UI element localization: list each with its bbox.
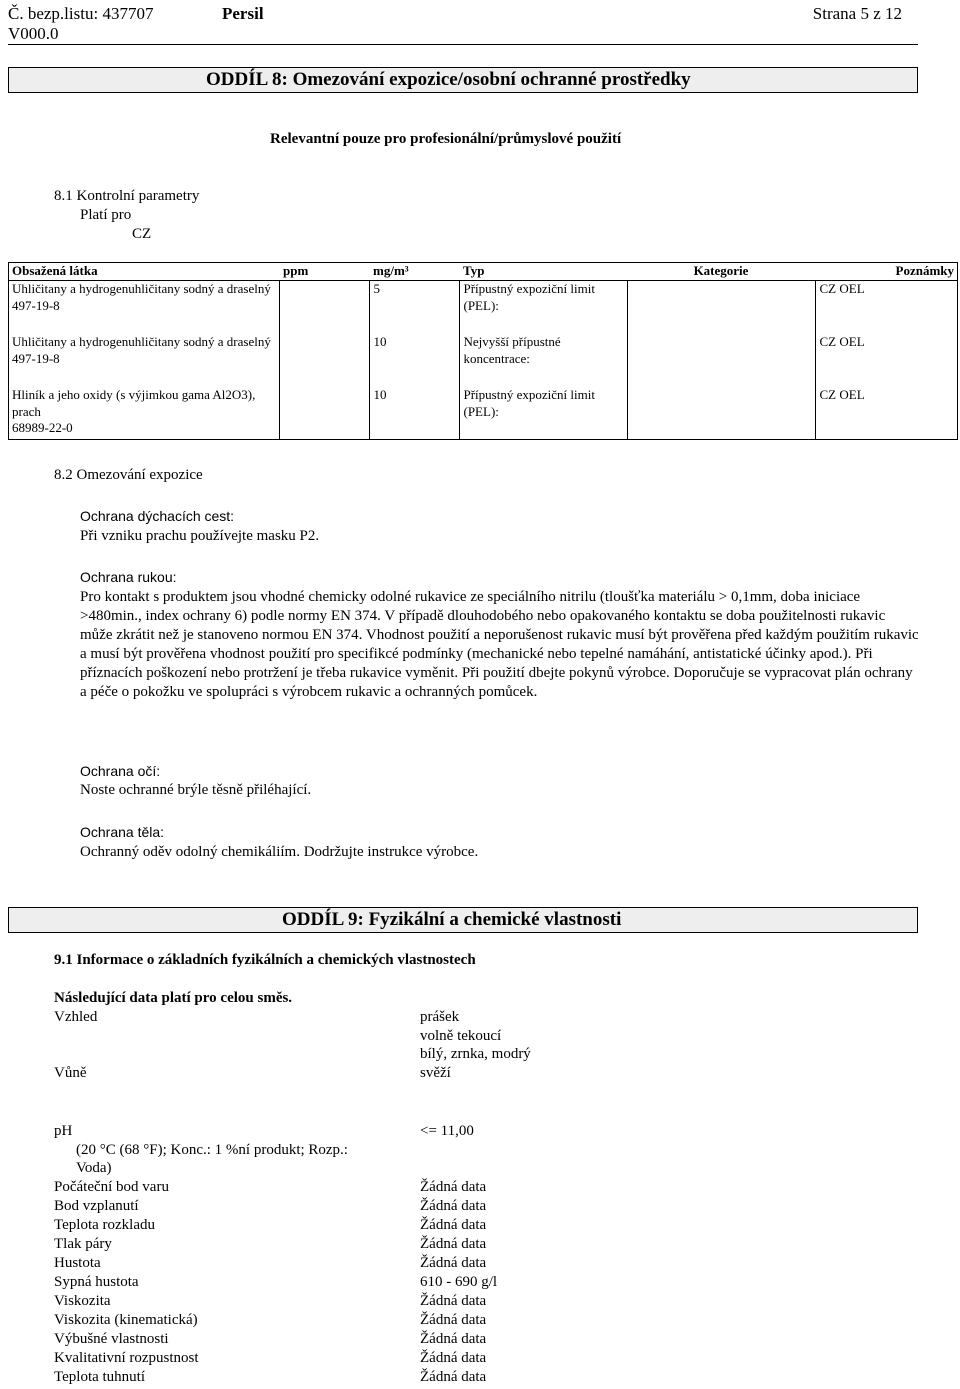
property-name: Sypná hustota bbox=[54, 1274, 139, 1290]
section-8-title: ODDÍL 8: Omezování expozice/osobní ochranné prostředky bbox=[206, 69, 691, 90]
odor-label: Vůně bbox=[54, 1065, 87, 1081]
odor-value: svěží bbox=[420, 1065, 451, 1081]
page-number: Strana 5 z 12 bbox=[812, 4, 902, 23]
header-rule bbox=[8, 44, 918, 45]
subsection-8-1-title: 8.1 Kontrolní parametry bbox=[54, 188, 200, 204]
cell-type: Přípustný expoziční limit (PEL): bbox=[459, 281, 627, 334]
cell-substance: Hliník a jeho oxidy (s výjimkou gama Al2O3), prach 68989-22-0 bbox=[8, 387, 279, 440]
ph-conditions: (20 °C (68 °F); Konc.: 1 %ní produkt; Rozp.: bbox=[76, 1142, 348, 1158]
property-name: Viskozita bbox=[54, 1293, 111, 1309]
property-value: Žádná data bbox=[420, 1236, 487, 1252]
body-text: Ochranný oděv odolný chemikáliím. Dodržujte instrukce výrobce. bbox=[80, 844, 479, 860]
cell-note: CZ OEL bbox=[819, 387, 865, 402]
property-value: Žádná data bbox=[420, 1350, 487, 1366]
property-value: Žádná data bbox=[420, 1179, 487, 1195]
cell-category bbox=[627, 281, 815, 334]
appearance-value: bílý, zrnka, modrý bbox=[420, 1046, 531, 1062]
ph-conditions: Voda) bbox=[76, 1160, 112, 1176]
exposure-limits-table bbox=[8, 262, 958, 440]
cell-category bbox=[627, 387, 815, 440]
property-name: Bod vzplanutí bbox=[54, 1198, 139, 1214]
table-row bbox=[8, 387, 958, 440]
property-name: Kvalitativní rozpustnost bbox=[54, 1350, 199, 1366]
property-name: Tlak páry bbox=[54, 1236, 112, 1252]
hand-label: Ochrana rukou: bbox=[80, 569, 177, 585]
applies-to-label: Platí pro bbox=[80, 207, 132, 223]
property-value: Žádná data bbox=[420, 1293, 487, 1309]
appearance-value: prášek bbox=[420, 1009, 460, 1025]
property-value: Žádná data bbox=[420, 1217, 487, 1233]
cell-mg: 5 bbox=[369, 281, 459, 334]
property-name: Hustota bbox=[54, 1255, 101, 1271]
respiratory-text: Při vzniku prachu používejte masku P2. bbox=[80, 528, 320, 544]
doc-number: Č. bezp.listu: 437707 bbox=[8, 4, 154, 23]
hand-text: Pro kontakt s produktem jsou vhodné chemicky odolné rukavice ze speciálního nitrilu (tloušťka materiálu > 0,1mm, doba iniciace >480min., index ochrany 6) podle normy EN 374. V případě dlouhodobého nebo opakovaného kontaktu se doba použitelnosti rukavic může zkrátit než je stanoveno normou EN 374. Vhodnost použití a neporušenost rukavic musí být prověřena před každým použitím rukavic a musí být prověřena vhodnost použití pro specifikcé podmínky (mechanické nebo tepelné namáhání, antistatické účinky apod.). Při příznacích poškození nebo protržení je třeba rukavice vyměnit. Při použití dbejte pokynů výrobce. Doporučuje se vypracovat plán ochrany a péče o pokožku ve spolupráci s výrobcem rukavic a ochranných pomůcek. bbox=[80, 589, 919, 700]
respiratory-label: Ochrana dýchacích cest: bbox=[80, 508, 235, 524]
section-9-title: ODDÍL 9: Fyzikální a chemické vlastnosti bbox=[282, 909, 622, 930]
property-name: Viskozita (kinematická) bbox=[54, 1312, 198, 1328]
table-row bbox=[8, 281, 958, 334]
col-notes: Poznámky bbox=[815, 262, 958, 281]
version: V000.0 bbox=[8, 24, 59, 43]
cell-substance: Uhličitany a hydrogenuhličitany sodný a draselný 497-19-8 bbox=[8, 281, 279, 334]
cell-category bbox=[627, 334, 815, 387]
property-value: Žádná data bbox=[420, 1369, 487, 1385]
appearance-label: Vzhled bbox=[54, 1009, 98, 1025]
col-category: Kategorie bbox=[627, 262, 815, 281]
eye-label: Ochrana očí: bbox=[80, 763, 161, 779]
property-name: Výbušné vlastnosti bbox=[54, 1331, 169, 1347]
subsection-9-1-title: 9.1 Informace o základních fyzikálních a chemických vlastnostech bbox=[54, 952, 476, 968]
subsection-8-2-title: 8.2 Omezování expozice bbox=[54, 467, 203, 483]
country-label: CZ bbox=[132, 226, 152, 242]
property-name: Teplota tuhnutí bbox=[54, 1369, 146, 1385]
property-value: Žádná data bbox=[420, 1331, 487, 1347]
col-substance: Obsažená látka bbox=[8, 262, 279, 281]
cell-note: CZ OEL bbox=[819, 281, 865, 296]
col-type: Typ bbox=[459, 262, 627, 281]
product-name: Persil bbox=[222, 4, 264, 23]
appearance-value: volně tekoucí bbox=[420, 1028, 502, 1044]
cell-type: Přípustný expoziční limit (PEL): bbox=[459, 387, 627, 440]
cell-mg: 10 bbox=[369, 387, 459, 440]
ph-value: <= 11,00 bbox=[420, 1123, 474, 1139]
ph-label: pH bbox=[54, 1123, 73, 1139]
property-value: Žádná data bbox=[420, 1255, 487, 1271]
property-value: 610 - 690 g/l bbox=[420, 1274, 498, 1290]
whole-mix-note: Následující data platí pro celou směs. bbox=[54, 990, 293, 1006]
cell-ppm bbox=[279, 387, 369, 440]
property-name: Teplota rozkladu bbox=[54, 1217, 155, 1233]
property-name: Počáteční bod varu bbox=[54, 1179, 169, 1195]
property-value: Žádná data bbox=[420, 1198, 487, 1214]
cell-ppm bbox=[279, 334, 369, 387]
body-label: Ochrana těla: bbox=[80, 824, 165, 840]
col-ppm: ppm bbox=[279, 262, 369, 281]
table-header-row bbox=[8, 262, 958, 281]
property-value: Žádná data bbox=[420, 1312, 487, 1328]
table-row bbox=[8, 334, 958, 387]
cell-note: CZ OEL bbox=[819, 334, 865, 349]
relevance-note: Relevantní pouze pro profesionální/průmyslové použití bbox=[270, 131, 622, 147]
cell-substance: Uhličitany a hydrogenuhličitany sodný a draselný 497-19-8 bbox=[8, 334, 279, 387]
col-mg: mg/m³ bbox=[369, 262, 459, 281]
eye-text: Noste ochranné brýle těsně přiléhající. bbox=[80, 782, 312, 798]
cell-ppm bbox=[279, 281, 369, 334]
cell-type: Nejvyšší přípustné koncentrace: bbox=[459, 334, 627, 387]
cell-mg: 10 bbox=[369, 334, 459, 387]
